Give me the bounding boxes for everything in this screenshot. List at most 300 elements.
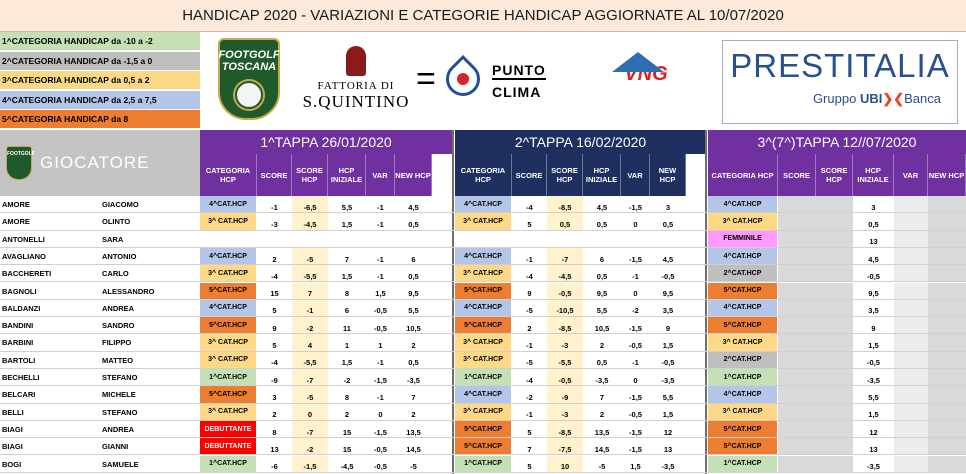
category-cell: 5^CAT.HCP	[708, 283, 778, 299]
category-cell: 4^CAT.HCP	[455, 386, 512, 402]
var-cell: 0	[633, 375, 638, 385]
score-hcp-cell: -2	[292, 438, 328, 454]
hcp-initial-cell: -0,5	[867, 271, 880, 281]
new-hcp-cell: 14,5	[406, 444, 421, 454]
category-cell: 3^ CAT.HCP	[200, 404, 257, 420]
score-hcp-cell	[816, 231, 853, 247]
score-cell: -1	[271, 202, 278, 212]
score-cell	[778, 334, 816, 350]
stage-title: 2^TAPPA 16/02/2020	[455, 130, 706, 154]
score-hcp-cell: -8,5	[547, 421, 583, 437]
new-hcp-cell	[928, 421, 966, 437]
var-cell: -0,5	[374, 444, 387, 454]
category-cell: 4^CAT.HCP	[200, 196, 257, 212]
score-hcp-cell	[816, 334, 853, 350]
player-name: MATTEO	[102, 355, 134, 365]
var-cell: -1,5	[629, 427, 642, 437]
score-hcp-cell	[816, 283, 853, 299]
new-hcp-cell: 9,5	[662, 289, 674, 299]
new-hcp-cell: 0,5	[408, 219, 419, 229]
score-cell	[778, 196, 816, 212]
category-cell: 4^CAT.HCP	[708, 300, 778, 316]
new-hcp-cell: 12	[663, 427, 673, 437]
player-name: SARA	[102, 234, 124, 244]
score-cell	[778, 231, 816, 247]
column-header: HCP INIZIALE	[583, 154, 621, 196]
score-cell: -1	[526, 341, 533, 351]
hcp-initial-cell: 13	[869, 237, 878, 247]
score-hcp-cell: -3	[547, 404, 583, 420]
score-hcp-cell: -6,5	[292, 196, 328, 212]
new-hcp-cell: 5,5	[408, 306, 419, 316]
score-cell	[778, 213, 816, 229]
hcp-initial-cell: 9,5	[868, 289, 879, 299]
hcp-initial-cell: 1,5	[341, 219, 353, 229]
new-hcp-cell	[928, 456, 966, 472]
category-cell: 4^CAT.HCP	[708, 386, 778, 402]
var-cell: -1,5	[374, 375, 387, 385]
var-cell	[894, 404, 928, 420]
table-row	[0, 283, 966, 300]
category-cell	[200, 231, 257, 247]
var-cell: 1	[378, 341, 383, 351]
score-hcp-cell: -5,5	[547, 352, 583, 368]
category-cell: FEMMINILE	[708, 231, 778, 247]
new-hcp-cell	[928, 334, 966, 350]
category-legend-item: 5^CATEGORIA HANDICAP da 8	[0, 110, 200, 129]
var-cell	[894, 369, 928, 385]
player-name: CARLO	[102, 269, 129, 279]
new-hcp-cell: 0,5	[408, 271, 419, 281]
category-cell: 5^CAT.HCP	[455, 438, 512, 454]
score-cell	[778, 317, 816, 333]
hcp-initial-cell: 14,5	[594, 444, 610, 454]
var-cell: -1,5	[629, 444, 642, 454]
table-row	[0, 386, 966, 403]
score-cell	[778, 265, 816, 281]
hcp-initial-cell: 0,5	[596, 358, 608, 368]
column-header: SCORE HCP	[547, 154, 583, 196]
category-cell: DEBUTTANTE	[200, 421, 257, 437]
score-cell	[778, 386, 816, 402]
score-hcp-cell: 0,5	[547, 213, 583, 229]
hcp-initial-cell: 9,5	[596, 289, 608, 299]
table-row	[0, 317, 966, 334]
new-hcp-cell	[928, 196, 966, 212]
score-cell: -6	[271, 462, 278, 472]
score-hcp-cell	[816, 265, 853, 281]
player-name: ANDREA	[102, 424, 135, 434]
new-hcp-cell: 9,5	[408, 289, 419, 299]
column-header: NEW HCP	[395, 154, 432, 196]
category-cell: 3^ CAT.HCP	[455, 334, 512, 350]
score-cell: 5	[272, 341, 277, 351]
score-cell: -4	[526, 202, 533, 212]
score-cell	[778, 421, 816, 437]
category-cell: 1^CAT.HCP	[708, 369, 778, 385]
table-row	[0, 334, 966, 351]
player-surname: BANDINI	[2, 321, 34, 331]
hcp-initial-cell: 10,5	[594, 323, 610, 333]
hcp-initial-cell: 9	[871, 323, 876, 333]
category-cell: 4^CAT.HCP	[455, 196, 512, 212]
drop-icon	[439, 55, 487, 103]
var-cell: 1,5	[630, 462, 641, 472]
new-hcp-cell: 0,5	[662, 219, 674, 229]
new-hcp-cell: 4,5	[408, 202, 419, 212]
column-header: VAR	[894, 154, 928, 196]
fattoria-line2: S.QUINTINO	[302, 92, 410, 111]
score-hcp-cell	[816, 213, 853, 229]
score-cell	[778, 438, 816, 454]
score-hcp-cell	[816, 300, 853, 316]
ubi-mark-icon: ❯❮	[882, 91, 905, 106]
hcp-initial-cell: 13	[869, 444, 878, 454]
category-cell: 1^CAT.HCP	[708, 456, 778, 472]
score-hcp-cell: -10,5	[547, 300, 583, 316]
var-cell: -1	[377, 392, 384, 402]
category-cell: 3^ CAT.HCP	[708, 334, 778, 350]
var-cell	[894, 213, 928, 229]
category-cell: 3^ CAT.HCP	[708, 404, 778, 420]
hcp-initial-cell: 0,5	[868, 219, 879, 229]
score-cell	[778, 404, 816, 420]
player-name: STEFANO	[102, 407, 138, 417]
var-cell: -1	[632, 271, 639, 281]
hcp-initial-cell: 0,5	[596, 219, 608, 229]
category-cell: 4^CAT.HCP	[455, 300, 512, 316]
new-hcp-cell	[928, 369, 966, 385]
new-hcp-cell: 9	[665, 323, 671, 333]
table-row	[0, 352, 966, 369]
category-cell: 3^ CAT.HCP	[200, 213, 257, 229]
player-surname: ANTONELLI	[2, 234, 45, 244]
player-name: MICHELE	[102, 390, 136, 400]
hcp-initial-cell: 6	[344, 306, 350, 316]
new-hcp-cell: 0,5	[408, 358, 419, 368]
var-cell: -1	[377, 219, 384, 229]
punto-text: PUNTO	[492, 62, 546, 78]
score-hcp-cell: -9	[547, 386, 583, 402]
hcp-initial-cell: 12	[869, 427, 878, 437]
category-cell: 5^CAT.HCP	[200, 317, 257, 333]
var-cell: -1	[377, 271, 384, 281]
var-cell	[894, 265, 928, 281]
new-hcp-cell: -3,5	[661, 462, 675, 472]
column-header: SCORE HCP	[816, 154, 853, 196]
score-hcp-cell	[547, 231, 583, 247]
score-cell	[512, 231, 547, 247]
player-surname: BARTOLI	[2, 355, 36, 365]
score-hcp-cell: -4,5	[547, 265, 583, 281]
var-cell	[894, 231, 928, 247]
new-hcp-cell	[928, 404, 966, 420]
var-cell: 1,5	[375, 289, 386, 299]
score-hcp-cell: -1	[292, 300, 328, 316]
score-hcp-cell: -0,5	[547, 283, 583, 299]
player-name: OLINTO	[102, 217, 131, 227]
category-cell: 1^CAT.HCP	[200, 456, 257, 472]
equals-icon: =	[416, 60, 436, 98]
new-hcp-cell: 13	[663, 444, 673, 454]
new-hcp-cell: 6	[411, 254, 416, 264]
new-hcp-cell: 4,5	[662, 254, 674, 264]
category-legend-item: 4^CATEGORIA HANDICAP da 2,5 a 7,5	[0, 91, 200, 110]
score-cell: 15	[270, 289, 279, 299]
player-name: GIANNI	[102, 442, 129, 452]
hcp-initial-cell: -3,5	[595, 375, 609, 385]
score-cell: 5	[527, 462, 532, 472]
table-row	[0, 300, 966, 317]
new-hcp-cell: 2	[411, 410, 416, 420]
player-header-label: GIOCATORE	[40, 153, 150, 172]
score-hcp-cell: 10	[547, 456, 583, 472]
score-cell: -4	[271, 358, 278, 368]
new-hcp-cell	[928, 317, 966, 333]
category-cell: 3^ CAT.HCP	[455, 352, 512, 368]
category-cell: 3^ CAT.HCP	[708, 213, 778, 229]
new-hcp-cell	[928, 300, 966, 316]
new-hcp-cell: 10,5	[406, 323, 421, 333]
hcp-initial-cell: 8	[344, 289, 350, 299]
category-cell: 5^CAT.HCP	[200, 283, 257, 299]
category-legend-item: 3^CATEGORIA HANDICAP da 0,5 a 2	[0, 71, 200, 90]
player-surname: BACCHERETI	[2, 269, 52, 279]
score-hcp-cell: -8,5	[547, 196, 583, 212]
score-hcp-cell: -7,5	[547, 438, 583, 454]
score-hcp-cell: -7	[292, 369, 328, 385]
score-hcp-cell: -3	[547, 334, 583, 350]
var-cell: -1,5	[629, 323, 642, 333]
category-cell: 2^CAT.HCP	[708, 265, 778, 281]
score-hcp-cell: -7	[547, 248, 583, 264]
score-hcp-cell	[292, 231, 328, 247]
hcp-initial-cell: 2	[599, 341, 605, 351]
score-cell: -4	[526, 271, 533, 281]
new-hcp-cell	[928, 283, 966, 299]
hcp-initial-cell: -4,5	[340, 462, 354, 472]
footgolf-toscana-logo	[218, 38, 280, 120]
category-cell: 1^CAT.HCP	[455, 456, 512, 472]
new-hcp-cell: 3,5	[662, 306, 674, 316]
player-name: ANDREA	[102, 303, 135, 313]
score-hcp-cell: 0	[292, 404, 328, 420]
ball-icon	[235, 81, 263, 109]
column-header: SCORE HCP	[292, 154, 328, 196]
fattoria-line1: FATTORIA DI	[317, 80, 395, 92]
category-cell: 5^CAT.HCP	[455, 283, 512, 299]
score-cell: 9	[527, 289, 532, 299]
var-cell	[894, 196, 928, 212]
new-hcp-cell: 2	[411, 341, 416, 351]
new-hcp-cell	[928, 386, 966, 402]
score-cell: -2	[526, 392, 533, 402]
score-cell	[778, 456, 816, 472]
vng-logo	[590, 46, 702, 122]
stage-title: 3^(7^)TAPPA 12//07/2020	[708, 130, 966, 154]
var-cell	[894, 248, 928, 264]
var-cell: -1	[377, 358, 384, 368]
var-cell	[894, 438, 928, 454]
player-surname: BIAGI	[2, 442, 23, 452]
category-cell: 5^CAT.HCP	[708, 438, 778, 454]
var-cell: -1,5	[629, 202, 642, 212]
var-cell: -0,5	[629, 410, 642, 420]
score-hcp-cell: -5,5	[292, 352, 328, 368]
var-cell: -0,5	[374, 306, 387, 316]
hcp-initial-cell	[583, 231, 621, 247]
column-header: NEW HCP	[928, 154, 966, 196]
prestitalia-text: PRESTITALIA	[730, 47, 950, 84]
page-title: HANDICAP 2020 - VARIAZIONI E CATEGORIE HANDICAP AGGIORNATE AL 10/07/2020	[0, 0, 966, 32]
table-row	[0, 265, 966, 282]
score-hcp-cell: -5	[292, 248, 328, 264]
hcp-initial-cell: 1,5	[341, 271, 353, 281]
score-hcp-cell: 4	[292, 334, 328, 350]
hcp-initial-cell: -5	[598, 462, 606, 472]
var-cell: 0	[633, 289, 638, 299]
hcp-initial-cell: 15	[342, 427, 352, 437]
score-hcp-cell: -8,5	[547, 317, 583, 333]
var-cell	[366, 231, 395, 247]
player-surname: BARBINI	[2, 338, 34, 348]
player-name: ALESSANDRO	[102, 286, 155, 296]
score-cell: 5	[527, 427, 532, 437]
hcp-initial-cell: 1,5	[341, 358, 353, 368]
score-cell	[778, 300, 816, 316]
column-header: SCORE	[512, 154, 547, 196]
score-cell: 5	[527, 219, 532, 229]
new-hcp-cell: 3	[665, 202, 671, 212]
category-cell: 4^CAT.HCP	[708, 196, 778, 212]
column-header: SCORE	[257, 154, 292, 196]
category-cell: 5^CAT.HCP	[200, 386, 257, 402]
hcp-initial-cell: -2	[343, 375, 351, 385]
player-surname: BAGNOLI	[2, 286, 37, 296]
column-header: CATEGORIA HCP	[200, 154, 257, 196]
new-hcp-cell: -5	[410, 462, 417, 472]
score-cell: 7	[527, 444, 532, 454]
score-cell: 9	[272, 323, 277, 333]
var-cell: 0	[378, 410, 383, 420]
score-hcp-cell	[816, 386, 853, 402]
new-hcp-cell	[928, 438, 966, 454]
category-cell: 4^CAT.HCP	[455, 248, 512, 264]
table-row	[0, 438, 966, 455]
var-cell	[894, 352, 928, 368]
score-cell	[778, 248, 816, 264]
player-column-header	[0, 130, 200, 196]
var-cell: -0,5	[374, 323, 387, 333]
hcp-initial-cell: 3,5	[868, 306, 879, 316]
player-surname: AVAGLIANO	[2, 251, 46, 261]
score-hcp-cell	[816, 248, 853, 264]
column-header: VAR	[621, 154, 650, 196]
category-cell: 5^CAT.HCP	[455, 317, 512, 333]
footgolf-logo-text: FOOTGOLF TOSCANA	[218, 49, 280, 73]
prestitalia-logo	[722, 40, 958, 124]
new-hcp-cell: 7	[411, 392, 416, 402]
hcp-initial-cell: 2	[344, 410, 350, 420]
player-surname: BELCARI	[2, 390, 36, 400]
score-hcp-cell: -2	[292, 317, 328, 333]
player-surname: BELLI	[2, 407, 24, 417]
column-header: VAR	[366, 154, 395, 196]
column-header: HCP INIZIALE	[328, 154, 366, 196]
score-hcp-cell: -0,5	[547, 369, 583, 385]
score-cell: -5	[526, 358, 533, 368]
score-hcp-cell	[816, 456, 853, 472]
player-name: STEFANO	[102, 373, 138, 382]
score-hcp-cell: -7	[292, 421, 328, 437]
category-cell: 1^CAT.HCP	[455, 369, 512, 385]
punto-clima-logo	[416, 58, 556, 110]
player-surname: BALDANZI	[2, 303, 41, 313]
new-hcp-cell: -3,5	[407, 375, 420, 385]
category-cell: 3^ CAT.HCP	[455, 213, 512, 229]
category-cell	[455, 231, 512, 247]
score-hcp-cell	[816, 369, 853, 385]
var-cell	[894, 421, 928, 437]
score-hcp-cell: -1,5	[292, 456, 328, 472]
table-row	[0, 213, 966, 230]
column-header: NEW HCP	[650, 154, 686, 196]
new-hcp-cell	[395, 231, 432, 247]
new-hcp-cell: -3,5	[661, 375, 675, 385]
table-row	[0, 369, 966, 386]
category-legend-item: 2^CATEGORIA HANDICAP da -1,5 a 0	[0, 52, 200, 71]
player-surname: AMORE	[2, 200, 30, 209]
score-cell	[778, 352, 816, 368]
category-cell: 5^CAT.HCP	[708, 421, 778, 437]
category-cell: 4^CAT.HCP	[200, 300, 257, 316]
score-cell: -1	[526, 410, 533, 420]
ubi-banca-text: Gruppo UBI❯❮Banca	[812, 91, 941, 106]
column-header: CATEGORIA HCP	[708, 154, 778, 196]
score-cell	[257, 231, 292, 247]
var-cell	[621, 231, 650, 247]
player-name: ANTONIO	[102, 251, 137, 261]
player-surname: BOGI	[2, 459, 22, 469]
hcp-initial-cell	[328, 231, 366, 247]
var-cell: -0,5	[629, 341, 642, 351]
score-hcp-cell	[816, 421, 853, 437]
category-cell: 5^CAT.HCP	[708, 317, 778, 333]
score-hcp-cell	[816, 317, 853, 333]
hcp-initial-cell: 5,5	[868, 392, 879, 402]
category-cell: 5^CAT.HCP	[455, 421, 512, 437]
score-hcp-cell: -4,5	[292, 213, 328, 229]
new-hcp-cell: 1,5	[662, 410, 674, 420]
score-cell: -4	[526, 375, 533, 385]
hcp-initial-cell: 15	[342, 444, 352, 454]
player-surname: BIAGI	[2, 424, 23, 434]
score-cell	[778, 283, 816, 299]
score-cell: -4	[271, 271, 278, 281]
category-cell: 3^ CAT.HCP	[200, 265, 257, 281]
var-cell: -0,5	[374, 462, 387, 472]
score-cell: -9	[271, 375, 278, 385]
category-cell: 4^CAT.HCP	[200, 248, 257, 264]
category-cell: 3^ CAT.HCP	[200, 334, 257, 350]
hcp-initial-cell: 0,5	[596, 271, 608, 281]
new-hcp-cell: 1,5	[662, 341, 674, 351]
score-hcp-cell	[816, 196, 853, 212]
hcp-initial-cell: -0,5	[867, 358, 880, 368]
var-cell: -1	[632, 358, 639, 368]
hcp-initial-cell: 6	[599, 254, 605, 264]
new-hcp-cell: 5,5	[662, 392, 674, 402]
